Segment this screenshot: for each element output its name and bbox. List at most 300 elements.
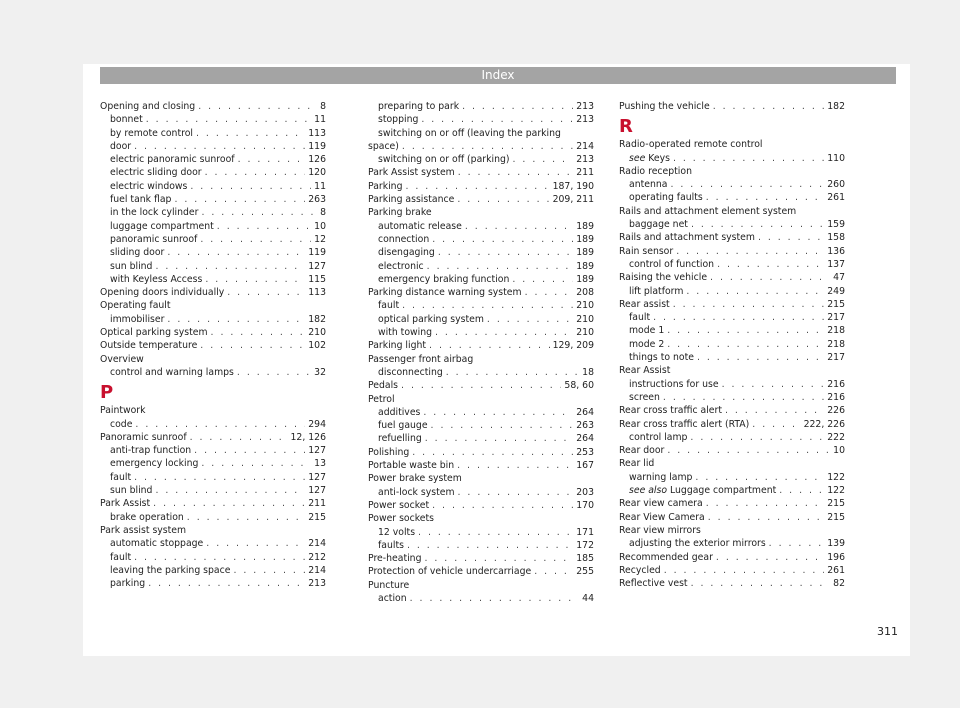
entry-page-ref: 216 (827, 391, 845, 403)
dot-leader (227, 286, 305, 299)
entry-term: Parking assistance (368, 194, 455, 206)
entry-term: refuelling (378, 433, 422, 445)
index-entry (100, 497, 326, 510)
entry-term: Rain sensor (619, 245, 674, 257)
dot-leader (187, 511, 305, 524)
entry-term: Opening doors individually (100, 287, 225, 299)
index-entry (368, 499, 594, 512)
entry-page-ref: 119 (308, 140, 326, 152)
entry-page-ref: 127 (308, 445, 326, 457)
entry-term: faults (378, 539, 404, 551)
dot-leader (418, 526, 573, 539)
entry-page-ref: 210 (308, 327, 326, 339)
index-entry (368, 379, 594, 392)
entry-term: antenna (629, 179, 668, 191)
entry-page-ref: 189 (576, 233, 594, 245)
dot-leader (769, 537, 825, 550)
entry-page-ref: 13 (314, 458, 326, 470)
index-entry (368, 326, 594, 339)
index-entry (368, 539, 594, 552)
entry-page-ref: 170 (576, 499, 594, 511)
index-heading: Rear view mirrors (619, 524, 701, 536)
entry-page-ref: 210 (576, 300, 594, 312)
entry-term: Rear assist (619, 298, 670, 310)
dot-leader (410, 592, 580, 605)
entry-term: disconnecting (378, 366, 443, 378)
dot-leader (706, 497, 825, 510)
dot-leader (713, 100, 825, 113)
dot-leader (435, 326, 573, 339)
entry-page-ref: 185 (576, 553, 594, 565)
dot-leader (148, 577, 305, 590)
dot-leader (676, 245, 824, 258)
entry-page-ref: 12 (314, 233, 326, 245)
index-entry (619, 404, 845, 417)
entry-term: warning lamp (629, 471, 693, 483)
dot-leader (135, 418, 305, 431)
index-entry (100, 418, 326, 431)
entry-page-ref: 129, 209 (552, 340, 594, 352)
entry-page-ref: 210 (576, 313, 594, 325)
entry-term: additives (378, 406, 421, 418)
entry-page-ref: 127 (308, 471, 326, 483)
entry-page-ref: 213 (576, 101, 594, 112)
index-heading: Passenger front airbag (368, 353, 474, 365)
index-entry (619, 285, 845, 298)
index-heading: Paintwork (100, 405, 146, 417)
index-entry (619, 577, 845, 590)
dot-leader (206, 537, 305, 550)
dot-leader (446, 366, 579, 379)
index-entry (619, 338, 845, 351)
entry-page-ref: 82 (833, 578, 845, 590)
entry-term: Recycled (619, 564, 661, 576)
entry-term: Rear door (619, 445, 665, 457)
dot-leader (758, 231, 824, 244)
dot-leader (201, 457, 311, 470)
entry-term: fuel gauge (378, 420, 428, 432)
entry-page-ref: 260 (827, 179, 845, 191)
dot-leader (691, 577, 831, 590)
index-heading: Operating fault (100, 300, 171, 312)
entry-page-ref: 10 (833, 445, 845, 457)
dot-leader (690, 431, 824, 444)
entry-page-ref: 263 (308, 194, 326, 206)
entry-term: brake operation (110, 511, 184, 523)
dot-leader (405, 180, 549, 193)
index-entry (100, 140, 326, 153)
index-entry (100, 193, 326, 206)
index-entry (100, 537, 326, 550)
entry-term: with towing (378, 327, 432, 339)
index-entry (100, 246, 326, 259)
index-entry (619, 231, 845, 244)
index-entry (368, 366, 594, 379)
entry-term: automatic release (378, 220, 462, 232)
entry-term: fuel tank flap (110, 194, 172, 206)
dot-leader (513, 153, 574, 166)
index-entry (368, 552, 594, 565)
entry-page-ref: 11 (314, 114, 326, 126)
entry-term: sun blind (110, 485, 153, 497)
entry-page-ref: 218 (827, 325, 845, 337)
dot-leader (146, 113, 311, 126)
entry-term: fault (110, 471, 132, 483)
index-entry (100, 444, 326, 457)
index-entry (100, 326, 326, 339)
entry-term: automatic stoppage (110, 538, 204, 550)
entry-page-ref: 263 (576, 420, 594, 432)
index-heading: Overview (100, 353, 144, 365)
dot-leader (663, 391, 824, 404)
entry-term: see Keys (629, 152, 670, 164)
entry-page-ref: 167 (576, 460, 594, 472)
entry-term: control and warning lamps (110, 366, 234, 378)
entry-term: Pre-heating (368, 553, 422, 565)
index-entry (100, 273, 326, 286)
index-entry (100, 113, 326, 126)
section-letter-p: P (100, 382, 114, 404)
entry-page-ref: 182 (308, 313, 326, 325)
index-entry (368, 526, 594, 539)
entry-page-ref: 217 (827, 312, 845, 324)
dot-leader (722, 378, 825, 391)
dot-leader (155, 260, 305, 273)
manual-page (83, 64, 910, 656)
entry-term: action (378, 592, 407, 604)
entry-page-ref: 44 (582, 592, 594, 604)
dot-leader (534, 565, 573, 578)
entry-term: electric panoramic sunroof (110, 154, 235, 166)
index-entry (619, 218, 845, 231)
entry-page-ref: 253 (576, 446, 594, 458)
index-entry (619, 391, 845, 404)
entry-term: mode 1 (629, 325, 665, 337)
entry-term: Rear cross traffic alert (RTA) (619, 418, 750, 430)
index-entry (100, 233, 326, 246)
index-entry (100, 220, 326, 233)
index-entry (619, 418, 845, 431)
page-header (100, 67, 896, 84)
entry-page-ref: 102 (308, 340, 326, 352)
index-heading: Rails and attachment element system (619, 205, 797, 217)
index-entry (619, 564, 845, 577)
entry-term: Protection of vehicle undercarriage (368, 566, 532, 578)
entry-term: Opening and closing (100, 101, 196, 112)
dot-leader (190, 180, 311, 193)
index-entry (368, 233, 594, 246)
index-entry (368, 166, 594, 179)
dot-leader (427, 260, 574, 273)
index-entry (368, 113, 594, 126)
index-entry (368, 193, 594, 206)
dot-leader (425, 432, 573, 445)
dot-leader (457, 193, 549, 206)
entry-page-ref: 127 (308, 485, 326, 497)
index-entry (619, 351, 845, 364)
index-entry (619, 471, 845, 484)
entry-term: mode 2 (629, 338, 665, 350)
dot-leader (429, 339, 550, 352)
entry-page-ref: 139 (827, 538, 845, 550)
dot-leader (432, 499, 573, 512)
entry-page-ref: 126 (308, 154, 326, 166)
index-entry (368, 220, 594, 233)
entry-page-ref: 213 (576, 154, 594, 166)
index-entry (368, 446, 594, 459)
entry-page-ref: 113 (308, 127, 326, 139)
dot-leader (525, 286, 574, 299)
dot-leader (155, 484, 305, 497)
index-entry (619, 511, 845, 524)
entry-page-ref: 158 (827, 232, 845, 244)
index-entry (368, 140, 594, 153)
index-entry (368, 260, 594, 273)
dot-leader (205, 166, 306, 179)
entry-term: leaving the parking space (110, 564, 231, 576)
entry-term: panoramic sunroof (110, 233, 198, 245)
entry-page-ref: 113 (308, 287, 326, 299)
entry-page-ref: 187, 190 (552, 180, 594, 192)
entry-term: Park Assist (100, 498, 151, 510)
index-entry (368, 153, 594, 166)
entry-page-ref: 249 (827, 285, 845, 297)
entry-page-ref: 222 (827, 431, 845, 443)
entry-term: luggage compartment (110, 220, 214, 232)
index-entry (619, 537, 845, 550)
entry-term: control lamp (629, 431, 688, 443)
index-entry (100, 366, 326, 379)
index-entry (100, 100, 326, 113)
page-title: Index (481, 68, 515, 82)
dot-leader (190, 431, 288, 444)
entry-page-ref: 10 (314, 220, 326, 232)
dot-leader (717, 258, 824, 271)
dot-leader (423, 406, 573, 419)
dot-leader (667, 324, 824, 337)
index-heading: Power brake system (368, 473, 462, 485)
entry-term: things to note (629, 352, 694, 364)
entry-term: optical parking system (378, 313, 484, 325)
dot-leader (512, 273, 573, 286)
index-entry (100, 484, 326, 497)
entry-page-ref: 222, 226 (803, 418, 845, 430)
dot-leader (670, 178, 824, 191)
dot-leader (412, 446, 573, 459)
index-entry (100, 180, 326, 193)
entry-term: Reflective vest (619, 578, 688, 590)
entry-term: bonnet (110, 114, 143, 126)
entry-term: electronic (378, 260, 424, 272)
dot-leader (233, 564, 305, 577)
entry-page-ref: 211 (308, 498, 326, 510)
entry-page-ref: 213 (576, 114, 594, 126)
entry-term: Raising the vehicle (619, 272, 708, 284)
entry-term: Power socket (368, 499, 430, 511)
entry-page-ref: 119 (308, 247, 326, 259)
index-entry (100, 153, 326, 166)
index-entry (368, 273, 594, 286)
dot-leader (752, 418, 800, 431)
dot-leader (458, 166, 574, 179)
dot-leader (667, 338, 824, 351)
entry-page-ref: 294 (308, 418, 326, 430)
dot-leader (238, 153, 306, 166)
entry-term: connection (378, 233, 430, 245)
entry-term: electric sliding door (110, 167, 202, 179)
entry-term: Park Assist system (368, 167, 455, 179)
entry-page-ref: 210 (576, 327, 594, 339)
index-entry (619, 324, 845, 337)
index-column-3 (619, 100, 845, 590)
dot-leader (697, 351, 824, 364)
index-entry (619, 100, 845, 113)
index-entry (619, 191, 845, 204)
entry-page-ref: 8 (320, 207, 326, 219)
entry-page-ref: 18 (582, 366, 594, 378)
index-entry (368, 100, 594, 113)
entry-term: by remote control (110, 127, 193, 139)
entry-term: 12 volts (378, 526, 416, 538)
index-entry (368, 432, 594, 445)
entry-page-ref: 217 (827, 352, 845, 364)
dot-leader (402, 140, 573, 153)
index-entry (619, 484, 845, 497)
dot-leader (153, 497, 305, 510)
index-entry (100, 206, 326, 219)
entry-term: Rear cross traffic alert (619, 405, 722, 417)
dot-leader (695, 471, 824, 484)
entry-term: Optical parking system (100, 327, 208, 339)
entry-page-ref: 137 (827, 258, 845, 270)
entry-term: stopping (378, 114, 419, 126)
entry-term: fault (378, 300, 400, 312)
index-subheading: switching on or off (leaving the parking (378, 127, 561, 139)
index-entry (619, 298, 845, 311)
entry-page-ref: 215 (827, 511, 845, 523)
entry-page-ref: 189 (576, 247, 594, 259)
entry-page-ref: 214 (576, 140, 594, 152)
entry-page-ref: 208 (576, 287, 594, 299)
entry-page-ref: 226 (827, 405, 845, 417)
index-entry (368, 565, 594, 578)
entry-term: anti-lock system (378, 486, 455, 498)
entry-term: Rear View Camera (619, 511, 705, 523)
dot-leader (134, 471, 305, 484)
dot-leader (211, 326, 306, 339)
index-entry (100, 511, 326, 524)
entry-page-ref: 189 (576, 273, 594, 285)
entry-term: fault (629, 312, 651, 324)
entry-page-ref: 182 (827, 101, 845, 112)
dot-leader (691, 218, 824, 231)
dot-leader (421, 113, 573, 126)
entry-page-ref: 209, 211 (552, 194, 594, 206)
index-entry (100, 166, 326, 179)
entry-term: control of function (629, 258, 715, 270)
entry-page-ref: 122 (827, 471, 845, 483)
entry-page-ref: 214 (308, 538, 326, 550)
entry-page-ref: 8 (320, 101, 326, 112)
index-entry (368, 180, 594, 193)
entry-term: emergency braking function (378, 273, 510, 285)
index-entry (619, 245, 845, 258)
entry-page-ref: 215 (827, 298, 845, 310)
entry-page-ref: 12, 126 (290, 431, 326, 443)
dot-leader (725, 404, 824, 417)
entry-page-ref: 196 (827, 551, 845, 563)
index-entry (368, 419, 594, 432)
entry-page-ref: 47 (833, 272, 845, 284)
dot-leader (667, 444, 830, 457)
dot-leader (237, 366, 311, 379)
dot-leader (458, 486, 574, 499)
entry-page-ref: 122 (827, 485, 845, 497)
entry-page-ref: 211 (576, 167, 594, 179)
entry-term: see also Luggage compartment (629, 485, 777, 497)
dot-leader (174, 193, 305, 206)
entry-term: Parking distance warning system (368, 287, 522, 299)
index-entry (619, 497, 845, 510)
entry-term: immobiliser (110, 313, 165, 325)
entry-page-ref: 203 (576, 486, 594, 498)
index-entry (619, 152, 845, 165)
index-entry (100, 564, 326, 577)
index-entry (368, 313, 594, 326)
dot-leader (407, 539, 573, 552)
index-entry (368, 299, 594, 312)
dot-leader (465, 220, 573, 233)
index-entry (100, 471, 326, 484)
index-heading: Park assist system (100, 524, 187, 536)
see-reference: see (629, 152, 649, 164)
entry-term: baggage net (629, 219, 688, 231)
index-entry (368, 459, 594, 472)
entry-page-ref: 115 (308, 273, 326, 285)
dot-leader (200, 233, 311, 246)
dot-leader (424, 552, 573, 565)
dot-leader (438, 246, 573, 259)
index-heading: Radio-operated remote control (619, 139, 763, 151)
dot-leader (217, 220, 311, 233)
entry-term: parking (110, 578, 146, 590)
dot-leader (686, 285, 824, 298)
dot-leader (457, 459, 573, 472)
entry-term: Pushing the vehicle (619, 101, 710, 112)
entry-page-ref: 127 (308, 260, 326, 272)
entry-term: operating faults (629, 192, 703, 204)
index-entry (368, 286, 594, 299)
entry-page-ref: 215 (827, 498, 845, 510)
entry-term: sun blind (110, 260, 153, 272)
entry-page-ref: 264 (576, 406, 594, 418)
index-heading: Power sockets (368, 513, 434, 525)
entry-term: anti-trap function (110, 445, 192, 457)
entry-page-ref: 189 (576, 260, 594, 272)
dot-leader (673, 298, 825, 311)
dot-leader (462, 100, 573, 113)
index-entry (619, 311, 845, 324)
index-entry (368, 592, 594, 605)
dot-leader (779, 484, 824, 497)
index-entry (619, 258, 845, 271)
index-heading: Radio reception (619, 165, 692, 177)
dot-leader (710, 271, 830, 284)
entry-page-ref: 171 (576, 526, 594, 538)
entry-term: sliding door (110, 247, 165, 259)
entry-page-ref: 32 (314, 366, 326, 378)
index-entry (100, 457, 326, 470)
